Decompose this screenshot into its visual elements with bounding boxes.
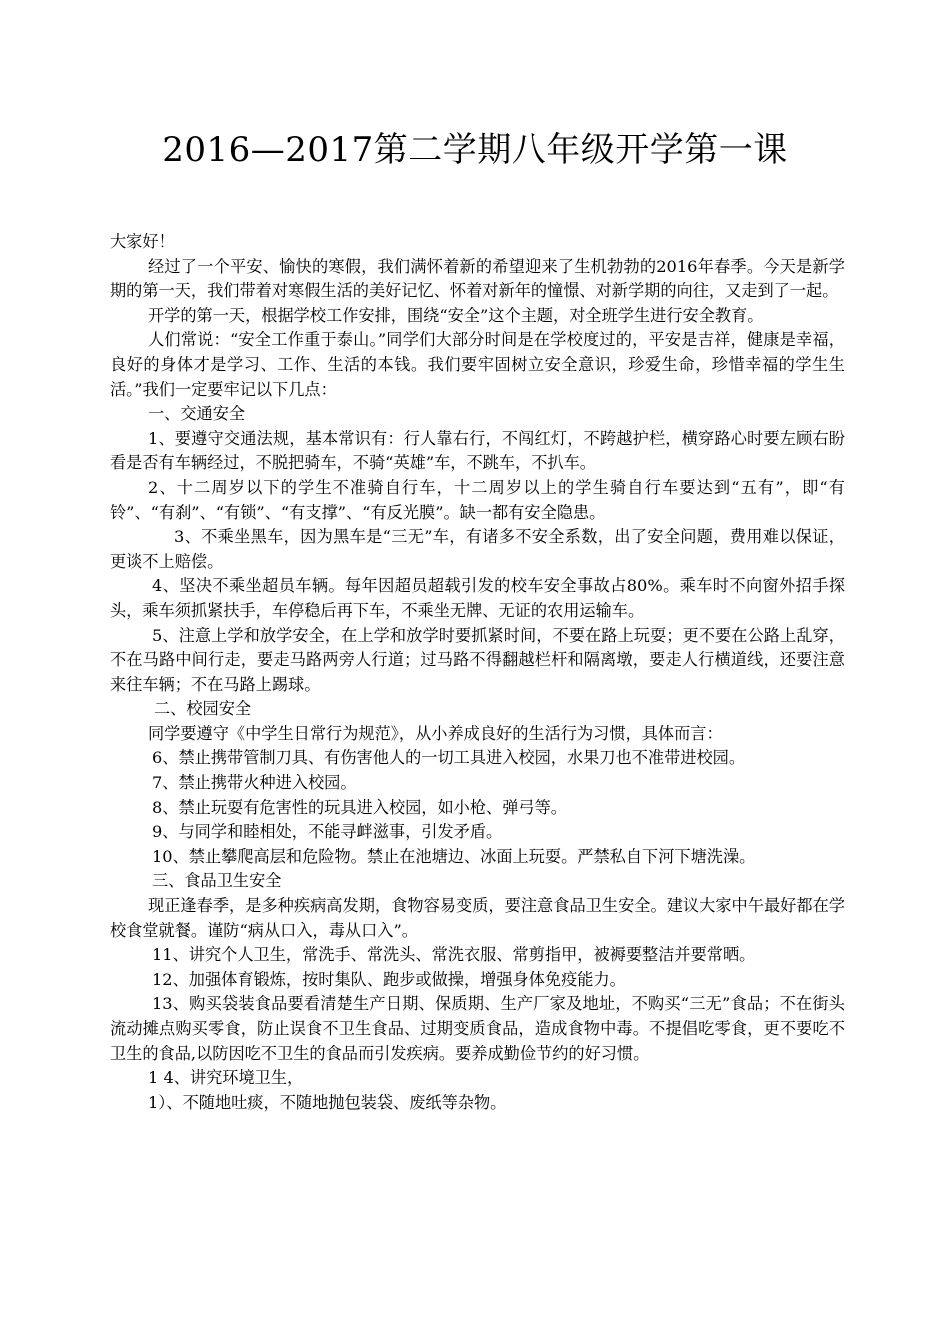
paragraph-food-intro: 现正逢春季，是多种疾病高发期，食物容易变质，要注意食品卫生安全。建议大家中午最好都在学校食堂就餐。谨防“病从口入，毒从口入”。: [110, 896, 845, 940]
list-item-8: 8、禁止玩耍有危害性的玩具进入校园，如小枪、弹弓等。: [152, 797, 567, 817]
list-item-12: 12、加强体育锻炼，按时集队、跑步或做操，增强身体免疫能力。: [152, 969, 626, 989]
list-item-1: 1、要遵守交通法规，基本常识有：行人靠右行，不闯红灯，不跨越护栏，横穿路心时要左顾右盼看是否有车辆经过，不脱把骑车，不骑“英雄”车，不跳车，不扒车。: [110, 428, 845, 473]
list-item-10: 10、禁止攀爬高层和危险物。禁止在池塘边、冰面上玩耍。严禁私自下河下塘洗澡。: [152, 846, 756, 866]
list-item-5: 5、注意上学和放学安全，在上学和放学时要抓紧时间，不要在路上玩耍；更不要在公路上乱穿，不在马路中间行走，要走马路两旁人行道；过马路不得翻越栏杆和隔离墩，要走人行横道线，还要注意来往车辆；不在马路上踢球。: [110, 625, 845, 694]
list-item-3: 3、不乘坐黑车，因为黑车是“三无”车，有诸多不安全系数，出了安全问题，费用难以保证，更谈不上赔偿。: [110, 527, 845, 571]
list-item-2: 2、十二周岁以下的学生不准骑自行车，十二周岁以上的学生骑自行车要达到“五有”，即“有铃”、“有刹”、“有锁”、“有支撑”、“有反光膜”。缺一都有安全隐患。: [110, 477, 845, 522]
section-heading-traffic: 一、交通安全: [148, 404, 246, 424]
list-item-6: 6、禁止携带管制刀具、有伤害他人的一切工具进入校园，水果刀也不准带进校园。: [152, 748, 746, 768]
list-item-7: 7、禁止携带火种进入校园。: [152, 773, 357, 793]
document-body: [110, 230, 845, 1115]
section-heading-food: 三、食品卫生安全: [152, 871, 282, 891]
list-item-13: 13、购买袋装食品要看清楚生产日期、保质期、生产厂家及地址，不购买“三无”食品；不在街头流动摊点购买零食，防止误食不卫生食品、过期变质食品，造成食物中毒。不提倡吃零食，更不要吃不卫生的食品,以防因吃不卫生的食品而引发疾病。要养成勤俭节约的好习惯。: [110, 994, 845, 1063]
list-item-14-sub-1: 1）、不随地吐痰，不随地抛包装袋、废纸等杂物。: [148, 1092, 507, 1112]
paragraph-intro: 经过了一个平安、愉快的寒假，我们满怀着新的希望迎来了生机勃勃的2016年春季。今天是新学期的第一天，我们带着对寒假生活的美好记忆、怀着对新年的憧憬、对新学期的向往，又走到了一起。: [110, 256, 845, 301]
document-title: 2016—2017第二学期八年级开学第一课: [162, 130, 788, 170]
list-item-4: 4、坚决不乘坐超员车辆。每年因超员超载引发的校车安全事故占80%。乘车时不向窗外招手探头，乘车须抓紧扶手，车停稳后再下车，不乘坐无牌、无证的农用运输车。: [110, 576, 845, 620]
paragraph-theme: 开学的第一天，根据学校工作安排，围绕“安全”这个主题，对全班学生进行安全教育。: [148, 305, 764, 325]
greeting: 大家好！: [110, 232, 175, 251]
paragraph-safety-quote: 人们常说：“安全工作重于泰山。”同学们大部分时间是在学校度过的，平安是吉祥，健康是幸福，良好的身体才是学习、工作、生活的本钱。我们要牢固树立安全意识，珍爱生命，珍惜幸福的学生生活。”我们一定要牢记以下几点：: [110, 330, 845, 399]
list-item-11: 11、讲究个人卫生，常洗手、常洗头、常洗衣服、常剪指甲，被褥要整洁并要常晒。: [152, 945, 756, 965]
section-heading-campus: 二、校园安全: [154, 699, 252, 719]
paragraph-campus-intro: 同学要遵守《中学生日常行为规范》，从小养成良好的生活行为习惯，具体而言：: [148, 723, 723, 743]
list-item-14: 1 4、讲究环境卫生，: [148, 1068, 304, 1088]
list-item-9: 9、与同学和睦相处，不能寻衅滋事，引发矛盾。: [152, 822, 503, 842]
